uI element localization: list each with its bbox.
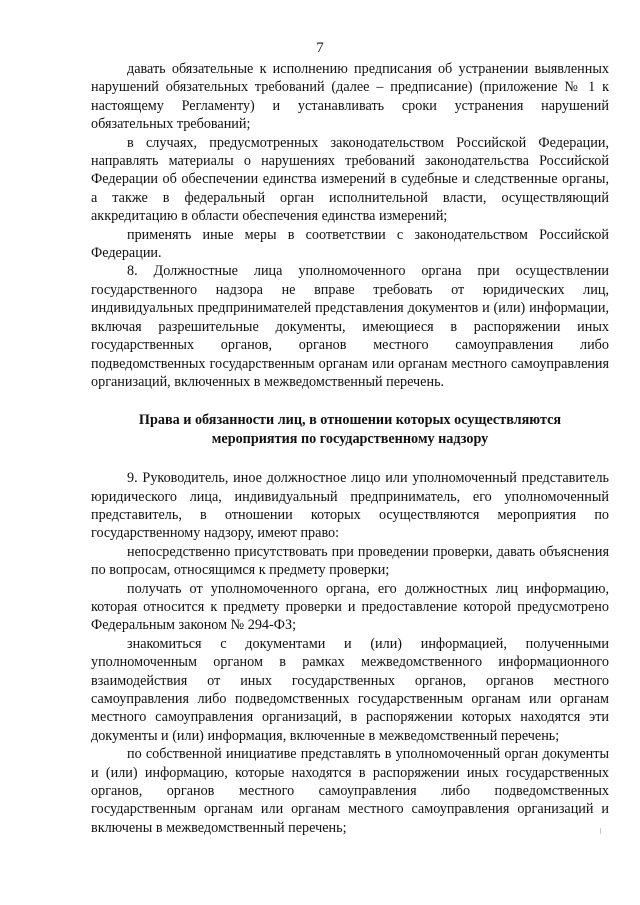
paragraph-review-documents: знакомиться с документами и (или) информацией, полученными уполномоченным органом в рамках межведомственного информационного взаимодействия от иных государственных органов, органов местного самоуправления либо подведомственных государственным органам или органам местного самоуправления организаций, в распоряжении которых находятся эти документы и (или) информация, включенные в межведомственный перечень;	[91, 635, 609, 744]
paragraph-receive-information: получать от уполномоченного органа, его должностных лиц информацию, которая относится к предмету проверки и предоставление которой предусмотрено Федеральным законом № 294-ФЗ;	[91, 580, 609, 634]
scan-artifact	[600, 828, 601, 834]
paragraph-item-9: 9. Руководитель, иное должностное лицо или уполномоченный представитель юридического лица, индивидуальный предприниматель, его уполномоченный представитель, в отношении которых осуществляются мероприятия по государственному надзору, имеют право:	[91, 470, 609, 542]
section-heading-line-2: мероприятия по государственному надзору	[211, 430, 489, 447]
paragraph-submit-documents: по собственной инициативе представлять в уполномоченный орган документы и (или) информацию, которые находятся в распоряжении иных государственных органов, органов местного самоуправления либо подведомственных государственным органам или органам местного самоуправления организаций и включены в межведомственный перечень;	[91, 746, 609, 836]
section-heading	[91, 411, 609, 448]
paragraph-item-8: 8. Должностные лица уполномоченного органа при осуществлении государственного надзора не вправе требовать от юридических лиц, индивидуальных предпринимателей представления документов и (или) информации, включая разрешительные документы, имеющиеся в распоряжении иных государственных органов, органов местного самоуправления либо подведомственных государственным органам или органам местного самоуправления организаций, включенных в межведомственный перечень.	[91, 263, 609, 390]
paragraph-send-materials: в случаях, предусмотренных законодательством Российской Федерации, направлять материалы о нарушениях требований законодательства Российской Федерации об обеспечении единства измерений в судебные и следственные органы, а также в федеральный орган исполнительной власти, осуществляющий аккредитацию в области обеспечения единства измерений;	[91, 134, 609, 225]
page-number: 7	[316, 40, 324, 56]
paragraph-attend-inspection: непосредственно присутствовать при проведении проверки, давать объяснения по вопросам, относящимся к предмету проверки;	[91, 543, 609, 579]
paragraph-issue-orders: давать обязательные к исполнению предписания об устранении выявленных нарушений обязательных требований (далее – предписание) (приложение № 1 к настоящему Регламенту) и устанавливать сроки устранения нарушений обязательных требований;	[91, 61, 609, 133]
section-heading-line-1: Права и обязанности лиц, в отношении которых осуществляются	[138, 412, 562, 429]
paragraph-other-measures: применять иные меры в соответствии с законодательством Российской Федерации.	[91, 226, 609, 262]
document-body	[91, 60, 609, 837]
